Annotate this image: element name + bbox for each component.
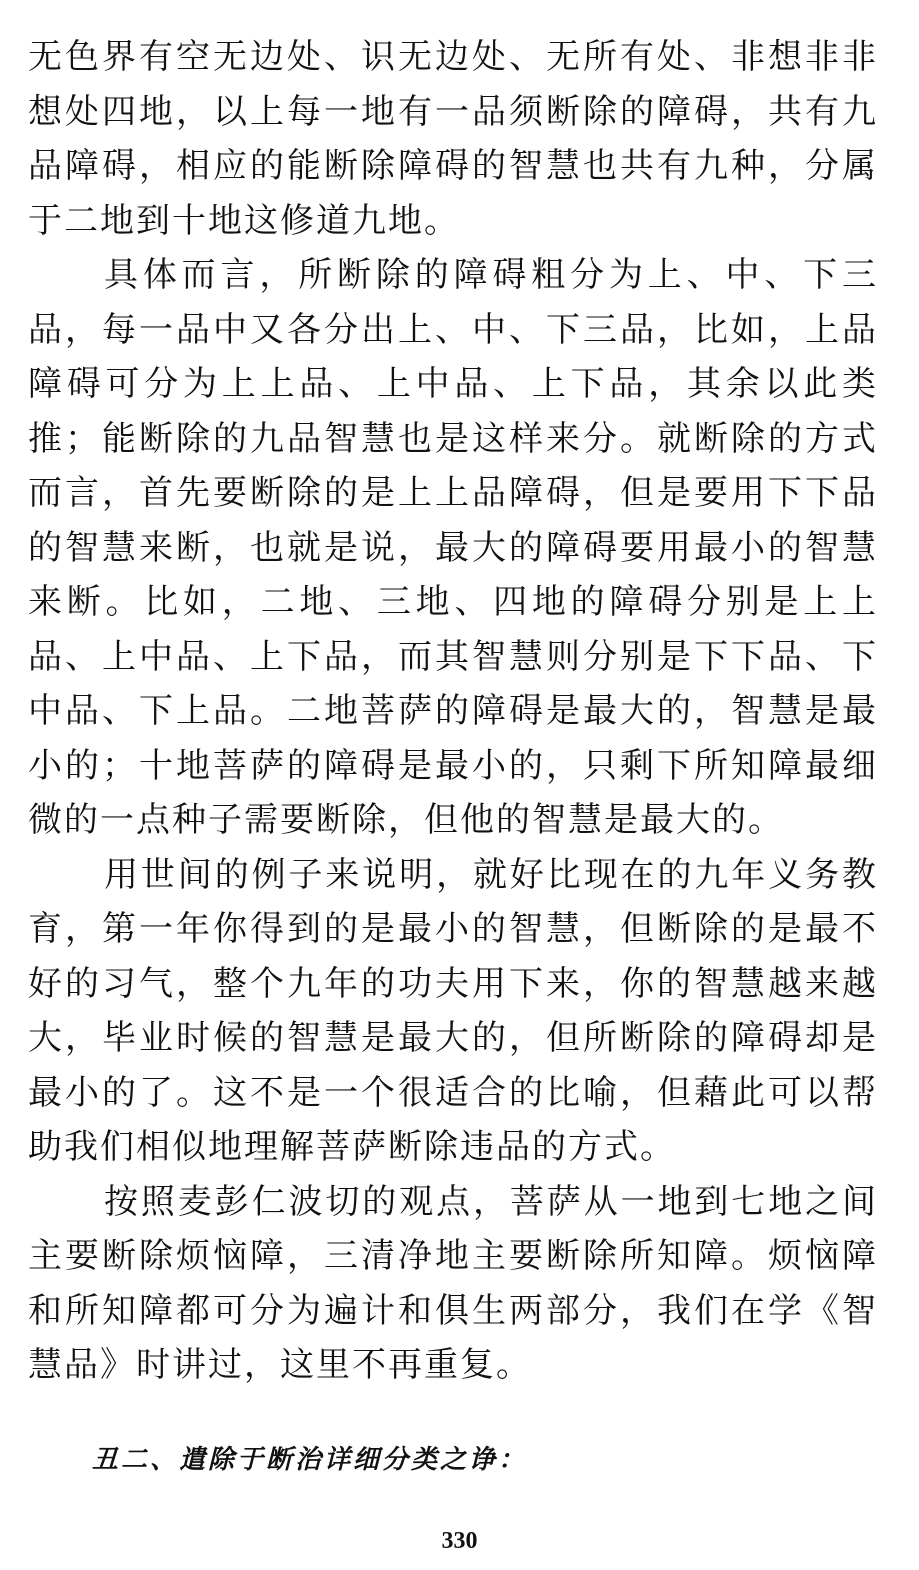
paragraph-2: 具体而言，所断除的障碍粗分为上、中、下三品，每一品中又各分出上、中、下三品，比如，上品障碍可分为上上品、上中品、上下品，其余以此类推；能断除的九品智慧也是这样来分。就断除的方式而言，首先要断除的是上上品障碍，但是要用下下品的智慧来断，也就是说，最大的障碍要用最小的智慧来断。比如，二地、三地、四地的障碍分别是上上品、上中品、上下品，而其智慧则分别是下下品、下中品、下上品。二地菩萨的障碍是最大的，智慧是最小的；十地菩萨的障碍是最小的，只剩下所知障最细微的一点种子需要断除，但他的智慧是最大的。	[28, 255, 878, 840]
body-text	[28, 30, 878, 1393]
paragraph-4: 按照麦彭仁波切的观点，菩萨从一地到七地之间主要断除烦恼障，三清净地主要断除所知障。烦恼障和所知障都可分为遍计和俱生两部分，我们在学《智慧品》时讲过，这里不再重复。	[28, 1181, 878, 1385]
page-number: 330	[441, 1528, 478, 1554]
section-heading: 丑二、遣除于断治详细分类之诤：	[92, 1445, 528, 1475]
paragraph-3: 用世间的例子来说明，就好比现在的九年义务教育，第一年你得到的是最小的智慧，但断除的是最不好的习气，整个九年的功夫用下来，你的智慧越来越大，毕业时候的智慧是最大的，但所断除的障碍却是最小的了。这不是一个很适合的比喻，但藉此可以帮助我们相似地理解菩萨断除违品的方式。	[28, 854, 878, 1167]
paragraph-1: 无色界有空无边处、识无边处、无所有处、非想非非想处四地，以上每一地有一品须断除的障碍，共有九品障碍，相应的能断除障碍的智慧也共有九种，分属于二地到十地这修道九地。	[28, 37, 878, 241]
